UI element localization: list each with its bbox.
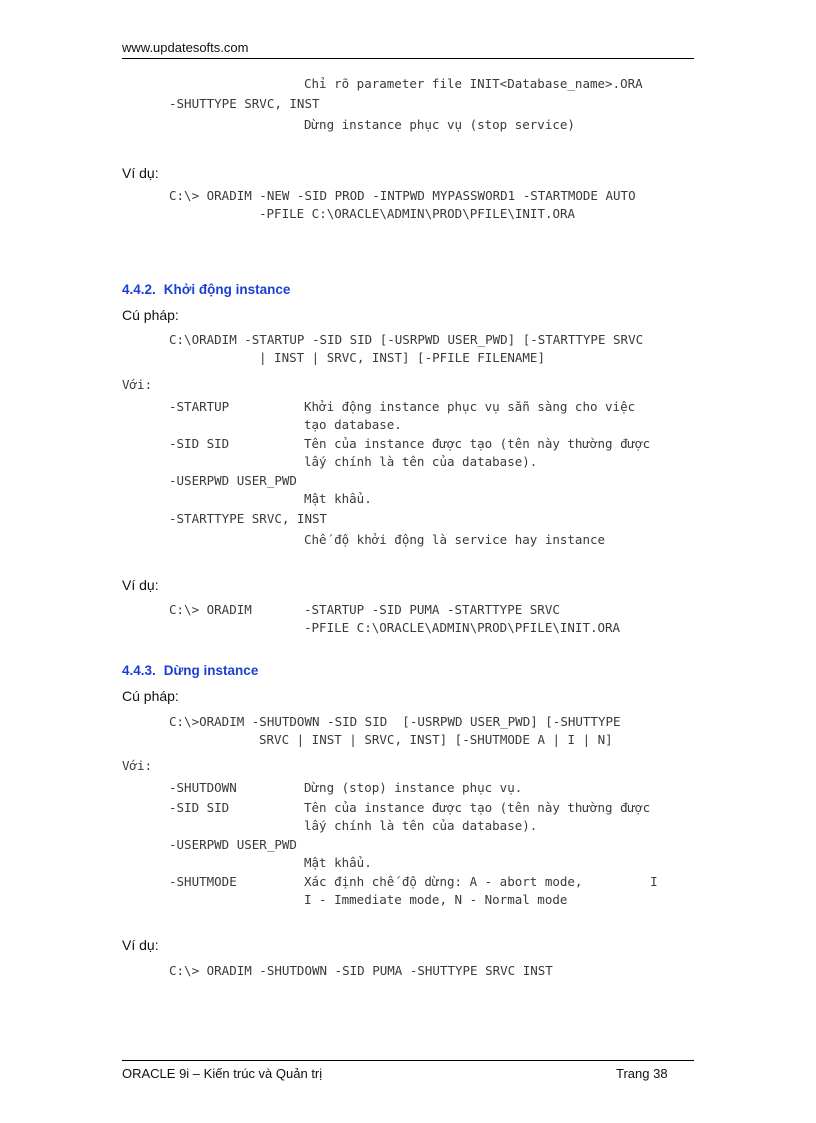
param-name: -SHUTDOWN: [169, 780, 237, 795]
param-description: Dừng (stop) instance phục vụ.: [304, 780, 523, 795]
example-label: Ví dụ:: [122, 937, 159, 953]
syntax-line: C:\>ORADIM -SHUTDOWN -SID SID [-USRPWD USER_PWD] [-SHUTTYPE: [169, 714, 621, 729]
section-number: 4.4.2.: [122, 282, 156, 297]
example-command-line: C:\> ORADIM -SHUTDOWN -SID PUMA -SHUTTYPE SRVC INST: [169, 963, 553, 978]
with-label: Với:: [122, 758, 153, 773]
syntax-line: SRVC | INST | SRVC, INST] [-SHUTMODE A | I | N]: [259, 732, 613, 747]
example-command-line: -PFILE C:\ORACLE\ADMIN\PROD\PFILE\INIT.ORA: [304, 620, 621, 635]
example-label: Ví dụ:: [122, 577, 159, 593]
param-description: I - Immediate mode, N - Normal mode: [304, 892, 568, 907]
param-name: -STARTUP: [169, 399, 230, 414]
param-name: -SHUTMODE: [169, 874, 237, 889]
param-description: Mật khẩu.: [304, 855, 372, 870]
param-description: tạo database.: [304, 417, 402, 432]
header-rule: [122, 58, 694, 59]
param-description: Khởi động instance phục vụ sẵn sàng cho việc: [304, 399, 636, 414]
param-name: -USERPWD USER_PWD: [169, 837, 297, 852]
page-number: Trang 38: [616, 1066, 668, 1081]
syntax-line: | INST | SRVC, INST] [-PFILE FILENAME]: [259, 350, 545, 365]
param-name: -SID SID: [169, 436, 230, 451]
syntax-line: C:\ORADIM -STARTUP -SID SID [-USRPWD USER_PWD] [-STARTTYPE SRVC: [169, 332, 644, 347]
example-command-line: C:\> ORADIM -NEW -SID PROD -INTPWD MYPASSWORD1 -STARTMODE AUTO: [169, 188, 636, 203]
example-command-line: -STARTUP -SID PUMA -STARTTYPE SRVC: [304, 602, 560, 617]
param-description: Chế độ khởi động là service hay instance: [304, 532, 606, 547]
param-description: Tên của instance được tạo (tên này thường được: [304, 436, 651, 451]
footer-rule: [122, 1060, 694, 1061]
footer-title: ORACLE 9i – Kiến trúc và Quản trị: [122, 1066, 323, 1081]
section-title: Khởi động instance: [163, 282, 291, 297]
param-name: -STARTTYPE SRVC, INST: [169, 511, 328, 526]
param-name: -SID SID: [169, 800, 230, 815]
param-description: Xác định chế độ dừng: A - abort mode, I: [304, 874, 658, 889]
syntax-label: Cú pháp:: [122, 307, 179, 323]
param-description: Tên của instance được tạo (tên này thường được: [304, 800, 651, 815]
param-name: -USERPWD USER_PWD: [169, 473, 297, 488]
pfile-description: Chỉ rõ parameter file INIT<Database_name>.ORA: [304, 76, 643, 91]
with-label: Với:: [122, 377, 153, 392]
syntax-label: Cú pháp:: [122, 688, 179, 704]
shuttype-param-name: -SHUTTYPE SRVC, INST: [169, 96, 320, 111]
example-label: Ví dụ:: [122, 165, 159, 181]
example-command-line: -PFILE C:\ORACLE\ADMIN\PROD\PFILE\INIT.ORA: [259, 206, 576, 221]
param-description: Mật khẩu.: [304, 491, 372, 506]
shuttype-param-description: Dừng instance phục vụ (stop service): [304, 117, 575, 132]
section-heading: [122, 282, 290, 297]
example-command: C:\> ORADIM: [169, 602, 252, 617]
section-title: Dừng instance: [163, 663, 259, 678]
header-site-url: www.updatesofts.com: [122, 40, 249, 55]
param-description: lấy chính là tên của database).: [304, 454, 538, 469]
param-description: lấy chính là tên của database).: [304, 818, 538, 833]
section-heading: [122, 663, 258, 678]
section-number: 4.4.3.: [122, 663, 156, 678]
